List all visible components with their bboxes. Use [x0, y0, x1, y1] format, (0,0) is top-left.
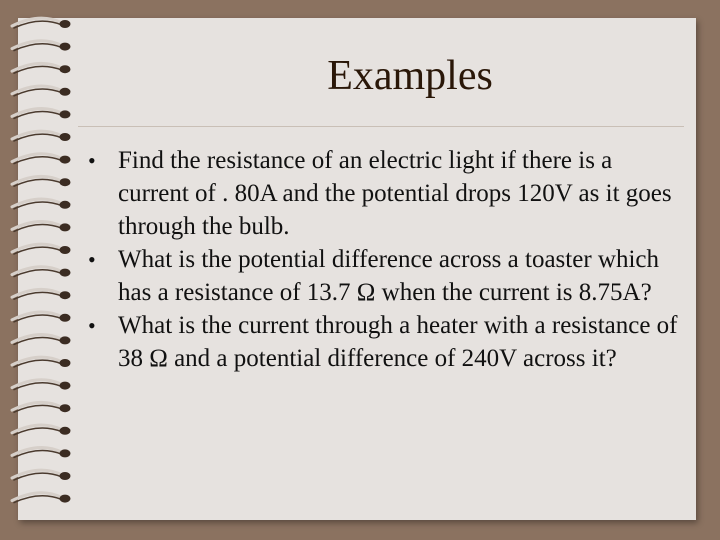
title-divider: [78, 126, 684, 127]
bullet-item: [88, 243, 688, 309]
binding-hole: [60, 449, 71, 457]
bullet-item: [88, 144, 688, 243]
binding-hole: [60, 20, 71, 28]
bullet-item: [88, 309, 688, 375]
binding-hole: [60, 156, 71, 164]
bullet-list: [88, 144, 688, 375]
bullet-marker: •: [88, 313, 96, 338]
binding-hole: [60, 246, 71, 254]
binding-hole: [60, 133, 71, 141]
binding-hole: [60, 427, 71, 435]
binding-hole: [60, 291, 71, 299]
binding-hole: [60, 336, 71, 344]
bullet-marker: •: [88, 148, 96, 173]
binding-hole: [60, 404, 71, 412]
binding-hole: [60, 88, 71, 96]
binding-hole: [60, 110, 71, 118]
binding-hole: [60, 382, 71, 390]
slide-title: Examples: [327, 53, 493, 99]
spiral-binding-icon: [0, 0, 90, 540]
binding-hole: [60, 269, 71, 277]
binding-hole: [60, 43, 71, 51]
binding-hole: [60, 495, 71, 503]
bullet-text: What is the current through a heater with a resistance of 38 Ω and a potential difference of 240V across it?: [118, 312, 678, 372]
binding-hole: [60, 314, 71, 322]
bullet-marker: •: [88, 247, 96, 272]
binding-hole: [60, 223, 71, 231]
bullet-text: Find the resistance of an electric light if there is a current of . 80A and the potential drops 120V as it goes through the bulb.: [118, 147, 672, 240]
binding-hole: [60, 472, 71, 480]
binding-hole: [60, 178, 71, 186]
binding-hole: [60, 65, 71, 73]
binding-hole: [60, 201, 71, 209]
binding-hole: [60, 359, 71, 367]
bullet-text: What is the potential difference across a toaster which has a resistance of 13.7 Ω when the current is 8.75A?: [118, 246, 659, 306]
